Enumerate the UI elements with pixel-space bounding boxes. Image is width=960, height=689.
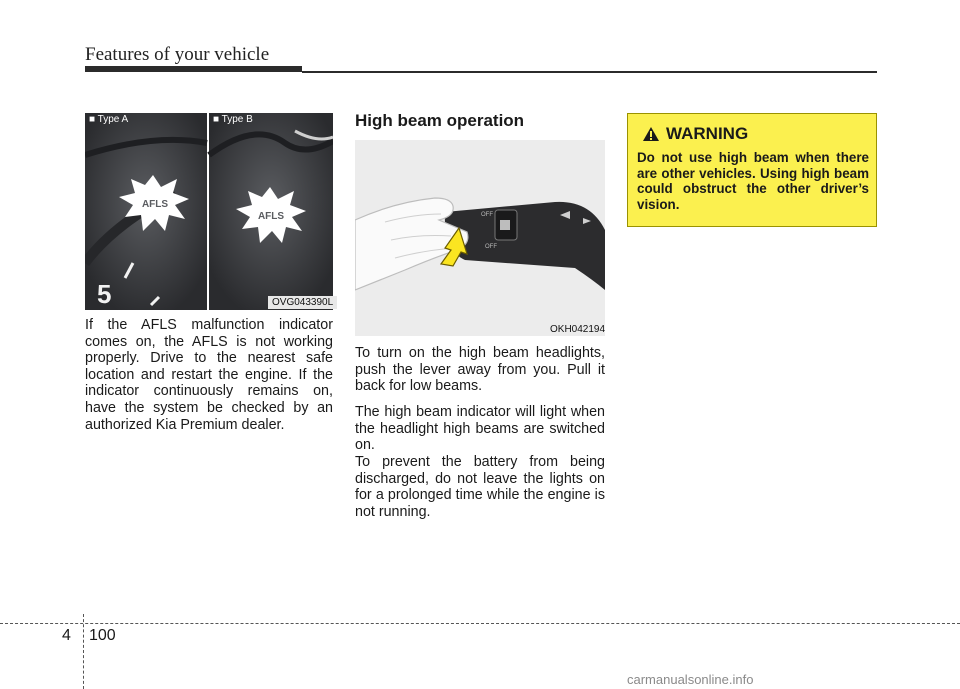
type-b-label: ■ Type B (213, 114, 253, 125)
afls-paragraph: If the AFLS malfunction indicator comes on, the AFLS is not working properly. Drive to the nearest safe location and restart the engine. If the indicator continuously remains on, have the system be checked by an authorized Kia Premium dealer. (85, 317, 333, 433)
site-watermark: carmanualsonline.info (627, 672, 754, 687)
warning-box (627, 113, 877, 227)
page-number: 100 (89, 627, 116, 644)
footer-divider (83, 614, 84, 689)
chapter-number: 4 (62, 627, 71, 644)
warning-triangle-icon (642, 126, 660, 142)
warning-header (642, 124, 748, 144)
warning-text: Do not use high beam when there are other vehicles. Using high beam could obstruct the other driver’s vision. (637, 150, 869, 212)
gauge-digit: 5 (97, 279, 112, 309)
svg-text:OFF: OFF (481, 212, 493, 218)
warning-title: WARNING (666, 124, 749, 143)
footer-rule (0, 623, 960, 624)
lever-illustration (355, 140, 605, 336)
afls-illustration (85, 113, 333, 310)
afls-indicator-figure (85, 113, 333, 310)
svg-text:OFF: OFF (485, 244, 497, 250)
type-a-label: ■ Type A (89, 114, 129, 125)
afls-label-a: AFLS (141, 199, 169, 210)
header-rule-thin (302, 71, 877, 73)
lever-figure-code: OKH042194 (550, 324, 606, 335)
high-beam-figure (355, 140, 605, 336)
high-beam-paragraph-2: The high beam indicator will light when the headlight high beams are switched on. (355, 404, 605, 454)
afls-label-b: AFLS (257, 211, 285, 222)
afls-figure-code: OVG043390L (268, 296, 337, 309)
header-rule-thick (85, 66, 302, 72)
high-beam-heading: High beam operation (355, 111, 525, 130)
high-beam-paragraph-1: To turn on the high beam headlights, push the lever away from you. Pull it back for low beams. (355, 345, 605, 395)
page-header-title: Features of your vehicle (85, 44, 270, 65)
high-beam-paragraph-3: To prevent the battery from being discharged, do not leave the lights on for a prolonged time while the engine is not running. (355, 454, 605, 520)
